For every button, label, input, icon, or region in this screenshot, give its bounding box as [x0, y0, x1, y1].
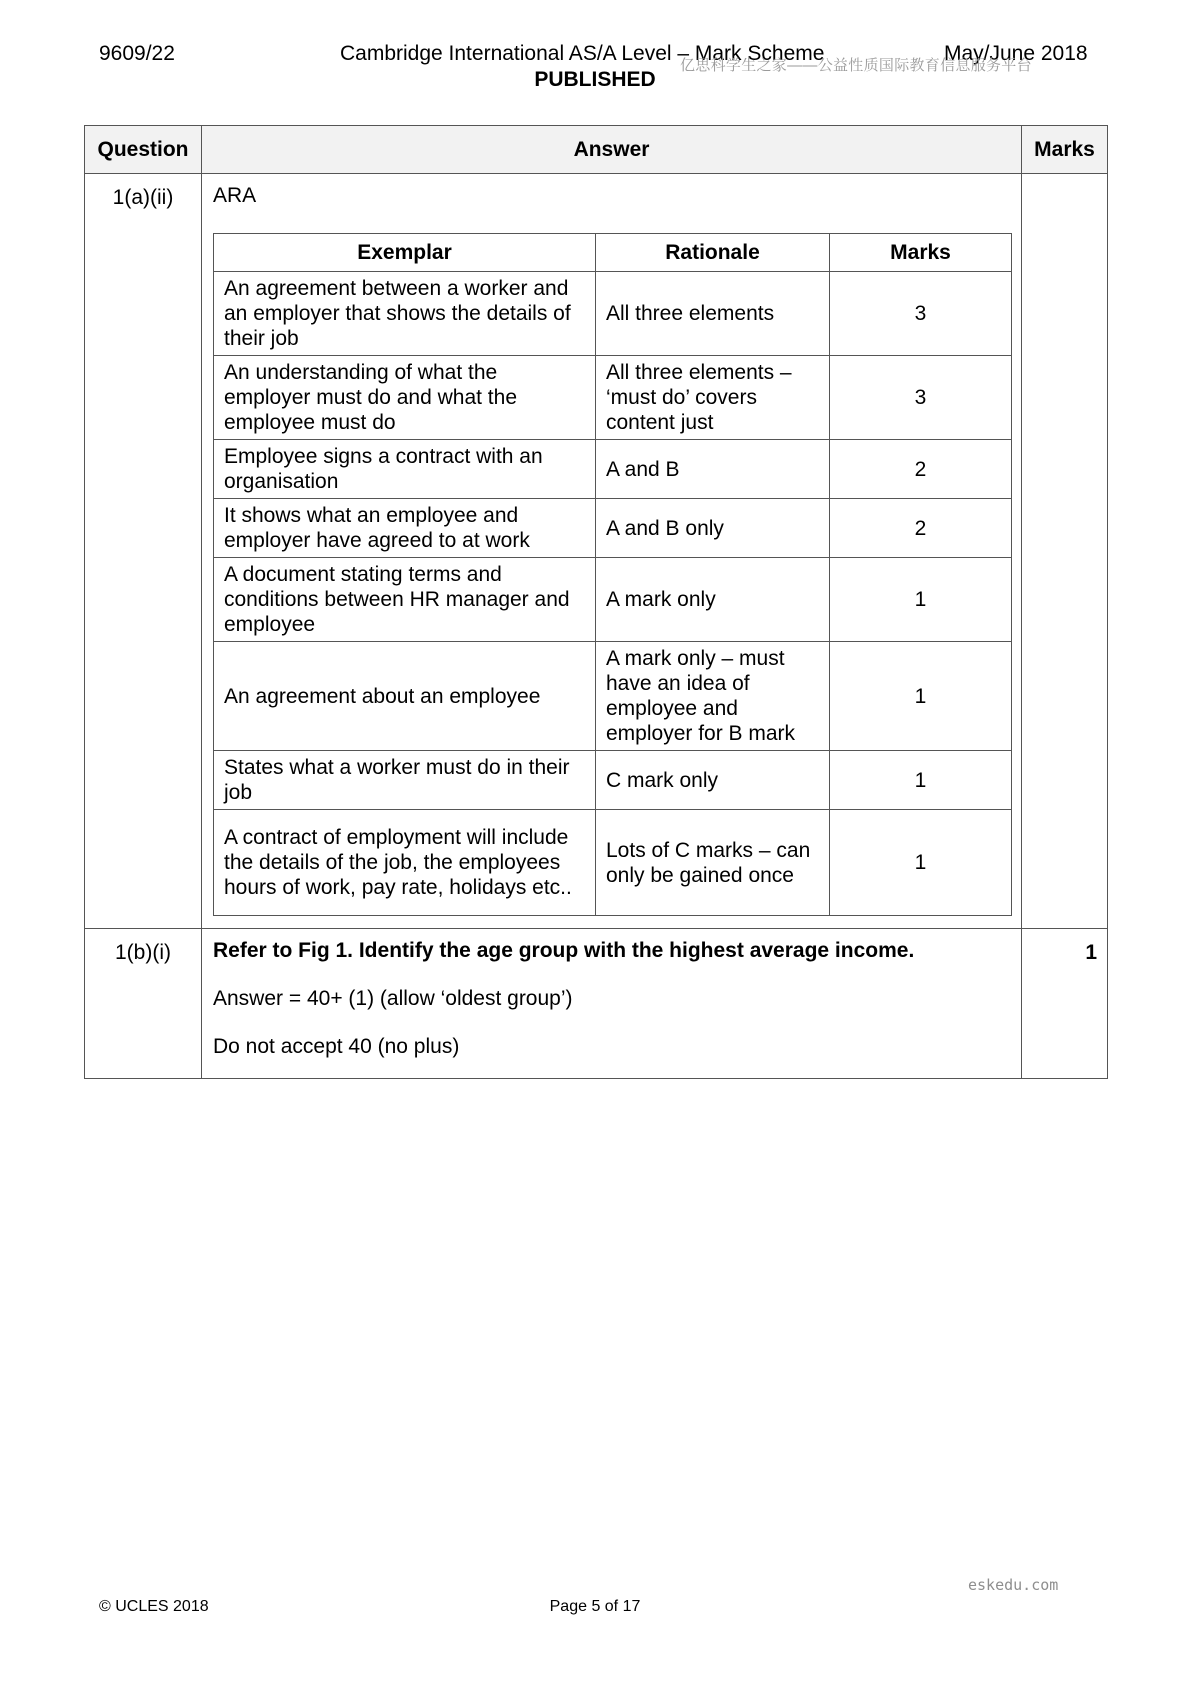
page-number: Page 5 of 17	[549, 1598, 641, 1615]
marks-cell: 1	[830, 558, 1012, 642]
marks-cell: 3	[830, 356, 1012, 440]
rationale-cell: A mark only – must have an idea of employee and employer for B mark	[596, 642, 830, 751]
question-marks	[1022, 174, 1108, 929]
marks-cell: 2	[830, 440, 1012, 499]
question-row-1a-ii	[85, 174, 1108, 929]
table-row	[214, 751, 1012, 810]
rationale-cell: Lots of C marks – can only be gained once	[596, 810, 830, 916]
answer-text: Answer = 40+ (1) (allow ‘oldest group’)	[213, 987, 573, 1010]
answer-cell	[202, 174, 1022, 929]
question-number: 1(b)(i)	[85, 929, 202, 1079]
exemplar-cell: It shows what an employee and employer have agreed to at work	[214, 499, 596, 558]
rationale-cell: All three elements – ‘must do’ covers content just	[596, 356, 830, 440]
exam-session: May/June 2018	[944, 42, 1088, 65]
answer-intro: ARA	[213, 184, 257, 207]
exemplar-cell: Employee signs a contract with an organisation	[214, 440, 596, 499]
exemplar-header: Exemplar	[214, 234, 596, 272]
question-prompt: Refer to Fig 1. Identify the age group with the highest average income.	[213, 939, 915, 962]
marks-cell: 1	[830, 810, 1012, 916]
table-row	[214, 558, 1012, 642]
site-watermark: eskedu.com	[968, 1576, 1059, 1594]
document-title: Cambridge International AS/A Level – Mark Scheme	[340, 42, 825, 65]
table-header-row	[85, 126, 1108, 174]
published-label: PUBLISHED	[534, 68, 656, 91]
inner-marks-header: Marks	[830, 234, 1012, 272]
marks-cell: 1	[830, 751, 1012, 810]
copyright: © UCLES 2018	[99, 1598, 209, 1615]
exemplar-cell: An understanding of what the employer must do and what the employee must do	[214, 356, 596, 440]
table-row	[214, 440, 1012, 499]
table-row	[214, 642, 1012, 751]
table-row	[214, 499, 1012, 558]
question-number: 1(a)(ii)	[85, 174, 202, 929]
marks-cell: 2	[830, 499, 1012, 558]
answer-cell	[202, 929, 1022, 1079]
rationale-header: Rationale	[596, 234, 830, 272]
rationale-cell: C mark only	[596, 751, 830, 810]
exemplar-cell: A document stating terms and conditions between HR manager and employee	[214, 558, 596, 642]
answer-note: Do not accept 40 (no plus)	[213, 1035, 460, 1058]
watermark-text: 亿思科学生之家——公益性质国际教育信息服务平台	[680, 57, 1032, 74]
exemplar-cell: An agreement between a worker and an employer that shows the details of their job	[214, 272, 596, 356]
exemplar-table	[213, 233, 1012, 916]
rationale-cell: A mark only	[596, 558, 830, 642]
paper-code: 9609/22	[99, 42, 175, 65]
question-column-header: Question	[85, 126, 202, 174]
question-marks: 1	[1022, 929, 1108, 1079]
table-row	[214, 272, 1012, 356]
marks-cell: 3	[830, 272, 1012, 356]
answer-column-header: Answer	[202, 126, 1022, 174]
rationale-cell: All three elements	[596, 272, 830, 356]
question-row-1b-i	[85, 929, 1108, 1079]
exemplar-header-row	[214, 234, 1012, 272]
table-row	[214, 356, 1012, 440]
exemplar-cell: States what a worker must do in their job	[214, 751, 596, 810]
marks-column-header: Marks	[1022, 126, 1108, 174]
marks-cell: 1	[830, 642, 1012, 751]
table-row	[214, 810, 1012, 916]
mark-scheme-table	[84, 125, 1108, 1079]
exemplar-cell: A contract of employment will include the details of the job, the employees hours of work, pay rate, holidays etc..	[214, 810, 596, 916]
exemplar-cell: An agreement about an employee	[214, 642, 596, 751]
rationale-cell: A and B	[596, 440, 830, 499]
rationale-cell: A and B only	[596, 499, 830, 558]
